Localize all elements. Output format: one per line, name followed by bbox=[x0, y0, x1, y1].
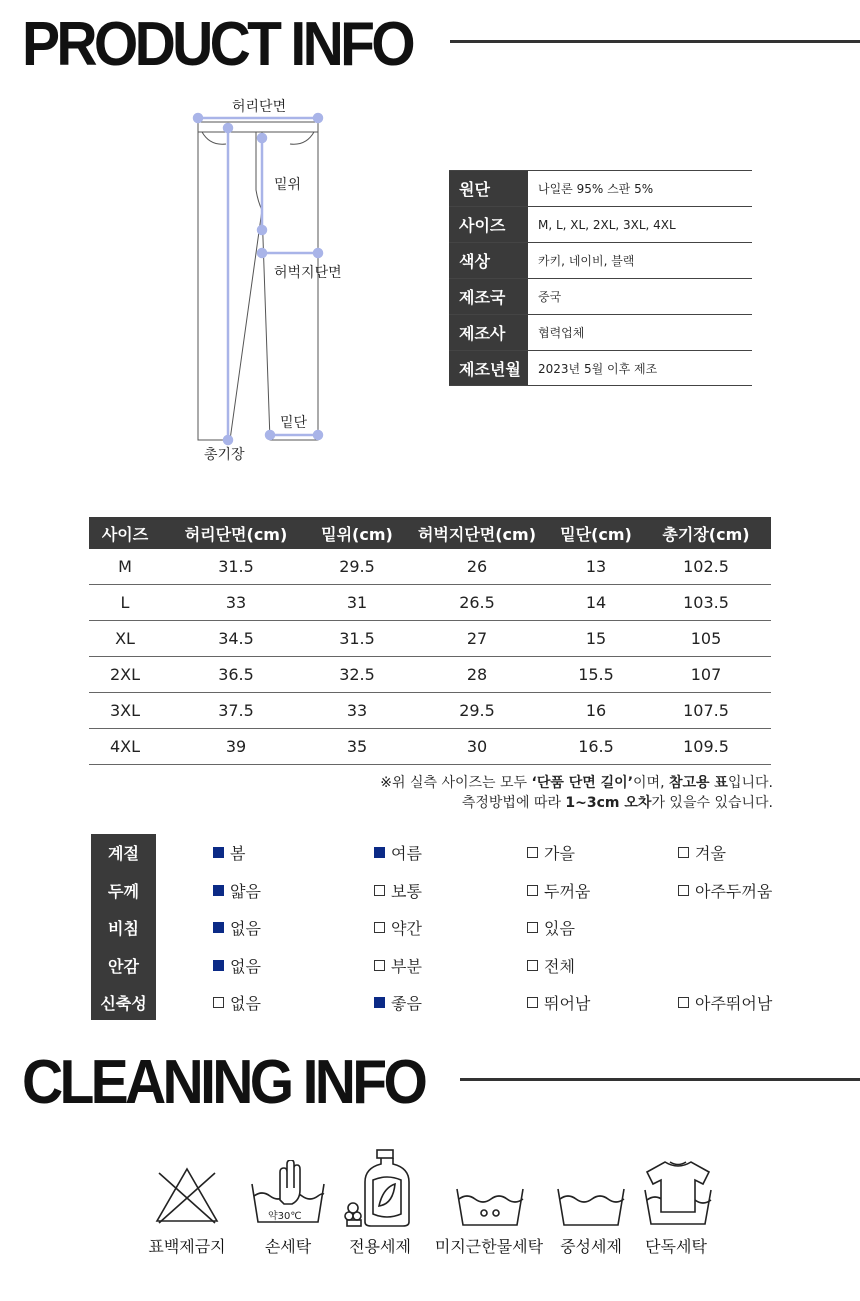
header-thigh: 허벅지단면(cm) bbox=[417, 524, 537, 544]
attribute-option-label: 봄 bbox=[230, 844, 246, 863]
table-cell: 14 bbox=[585, 593, 607, 612]
size-note-1: ※위 실측 사이즈는 모두 ‘단품 단면 길이’이며, 참고용 표입니다. bbox=[380, 775, 773, 791]
attribute-option-label: 가을 bbox=[544, 844, 575, 863]
attribute-option-label: 좋음 bbox=[391, 994, 422, 1013]
table-cell: 15 bbox=[585, 629, 607, 648]
product-info-divider bbox=[450, 40, 860, 43]
info-key: 색상 bbox=[449, 243, 528, 278]
attribute-option bbox=[527, 841, 575, 864]
table-cell: 28 bbox=[466, 665, 488, 684]
table-row bbox=[89, 621, 771, 657]
unchecked-box-icon bbox=[527, 847, 538, 858]
size-table bbox=[89, 517, 771, 765]
table-cell: 33 bbox=[346, 701, 368, 720]
no-bleach-icon bbox=[153, 1165, 221, 1229]
cleaning-info-divider bbox=[460, 1078, 860, 1081]
header-length: 총기장(cm) bbox=[662, 524, 750, 544]
thigh-label: 허벅지단면 bbox=[274, 265, 342, 281]
info-key: 제조국 bbox=[449, 279, 528, 314]
neutral-detergent-icon bbox=[556, 1185, 626, 1231]
table-cell: 4XL bbox=[109, 737, 141, 756]
table-cell: 29.5 bbox=[339, 557, 375, 576]
info-key: 제조사 bbox=[449, 315, 528, 350]
table-cell: L bbox=[120, 593, 130, 612]
info-key: 원단 bbox=[449, 171, 528, 206]
attribute-option bbox=[527, 954, 575, 977]
cleaning-info-title: CLEANING INFO bbox=[22, 1048, 425, 1117]
header-hem: 밑단(cm) bbox=[560, 524, 632, 544]
attribute-option bbox=[678, 841, 726, 864]
table-row bbox=[89, 585, 771, 621]
attribute-option bbox=[527, 991, 590, 1014]
unchecked-box-icon bbox=[527, 922, 538, 933]
table-cell: 31 bbox=[346, 593, 368, 612]
info-value: 협력업체 bbox=[538, 326, 585, 340]
table-cell: 15.5 bbox=[578, 665, 614, 684]
info-key: 사이즈 bbox=[449, 207, 528, 242]
product-info-title: PRODUCT INFO bbox=[22, 10, 412, 79]
checked-box-icon bbox=[213, 847, 224, 858]
attribute-option bbox=[374, 916, 422, 939]
size-table-header bbox=[89, 517, 771, 549]
table-row bbox=[89, 549, 771, 585]
table-cell: 102.5 bbox=[683, 557, 729, 576]
care-label: 단독세탁 bbox=[645, 1237, 707, 1256]
pants-diagram bbox=[180, 90, 360, 470]
attribute-option-label: 여름 bbox=[391, 844, 422, 863]
attribute-keys bbox=[91, 834, 156, 1020]
table-cell: 31.5 bbox=[339, 629, 375, 648]
attribute-option-label: 아주두꺼움 bbox=[695, 881, 773, 901]
table-cell: 13 bbox=[585, 557, 607, 576]
table-cell: 27 bbox=[466, 629, 488, 648]
unchecked-box-icon bbox=[527, 885, 538, 896]
attribute-option bbox=[213, 991, 261, 1014]
size-note-2: 측정방법에 따라 1~3cm 오차가 있을수 있습니다. bbox=[461, 795, 773, 811]
attribute-option bbox=[213, 841, 245, 864]
separate-wash-icon bbox=[643, 1160, 713, 1230]
unchecked-box-icon bbox=[527, 960, 538, 971]
table-cell: 39 bbox=[225, 737, 247, 756]
table-cell: 107 bbox=[690, 665, 722, 684]
care-label: 손세탁 bbox=[264, 1237, 312, 1256]
info-value: 카키, 네이비, 블랙 bbox=[538, 254, 635, 268]
table-cell: 32.5 bbox=[339, 665, 375, 684]
table-cell: 16.5 bbox=[578, 737, 614, 756]
attribute-option bbox=[374, 954, 422, 977]
header-rise: 밑위(cm) bbox=[321, 524, 393, 544]
attribute-option bbox=[213, 879, 261, 902]
table-cell: 26 bbox=[466, 557, 488, 576]
table-cell: 107.5 bbox=[683, 701, 729, 720]
attribute-option-label: 부분 bbox=[391, 956, 422, 976]
table-cell: 33 bbox=[225, 593, 247, 612]
attribute-option-label: 보통 bbox=[391, 881, 422, 901]
table-cell: 29.5 bbox=[459, 701, 495, 720]
attribute-key: 신축성 bbox=[100, 994, 147, 1014]
attribute-option bbox=[527, 879, 590, 902]
unchecked-box-icon bbox=[527, 997, 538, 1008]
waist-label: 허리단면 bbox=[232, 99, 287, 115]
attribute-option bbox=[527, 916, 575, 939]
attribute-option-label: 없음 bbox=[230, 919, 261, 938]
checked-box-icon bbox=[213, 885, 224, 896]
attribute-key: 비침 bbox=[108, 919, 139, 939]
unchecked-box-icon bbox=[678, 997, 689, 1008]
info-row-country bbox=[449, 278, 752, 314]
header-waist: 허리단면(cm) bbox=[184, 524, 288, 544]
table-cell: 2XL bbox=[109, 665, 141, 684]
attribute-option bbox=[374, 879, 422, 902]
checked-box-icon bbox=[374, 847, 385, 858]
table-cell: 3XL bbox=[109, 701, 141, 720]
attribute-option bbox=[678, 991, 772, 1014]
table-row bbox=[89, 729, 771, 765]
hand-wash-icon bbox=[250, 1160, 326, 1230]
care-label: 전용세제 bbox=[349, 1237, 411, 1256]
care-label: 미지근한물세탁 bbox=[434, 1237, 544, 1256]
table-cell: 105 bbox=[690, 629, 722, 648]
attribute-option-label: 아주뛰어남 bbox=[695, 994, 773, 1013]
table-cell: M bbox=[118, 557, 132, 576]
table-row bbox=[89, 693, 771, 729]
unchecked-box-icon bbox=[213, 997, 224, 1008]
info-row-color bbox=[449, 242, 752, 278]
table-cell: 109.5 bbox=[683, 737, 729, 756]
product-info-table bbox=[449, 170, 752, 386]
attribute-option bbox=[678, 879, 772, 902]
info-value: 2023년 5월 이후 제조 bbox=[538, 361, 658, 376]
care-label: 표백제금지 bbox=[148, 1237, 226, 1256]
attribute-key: 안감 bbox=[108, 956, 139, 976]
attribute-option bbox=[213, 916, 261, 939]
table-row bbox=[89, 657, 771, 693]
hand-wash-temp: 약30℃ bbox=[268, 1211, 302, 1222]
attribute-option-label: 없음 bbox=[230, 994, 261, 1013]
table-cell: XL bbox=[115, 629, 135, 648]
unchecked-box-icon bbox=[678, 885, 689, 896]
info-value: 중국 bbox=[538, 290, 562, 304]
detergent-bottle-icon bbox=[343, 1148, 415, 1232]
attribute-option bbox=[213, 954, 261, 977]
table-cell: 30 bbox=[466, 737, 488, 756]
attribute-key: 계절 bbox=[108, 844, 139, 864]
info-key: 제조년월 bbox=[449, 351, 528, 385]
checked-box-icon bbox=[213, 922, 224, 933]
unchecked-box-icon bbox=[374, 922, 385, 933]
info-row-fabric bbox=[449, 170, 752, 206]
attribute-option-label: 전체 bbox=[544, 956, 575, 976]
attribute-option-label: 겨울 bbox=[695, 844, 726, 863]
table-cell: 36.5 bbox=[218, 665, 254, 684]
attribute-option-label: 약간 bbox=[391, 919, 422, 938]
info-row-date bbox=[449, 350, 752, 386]
rise-label: 밑위 bbox=[274, 177, 302, 193]
attribute-option bbox=[374, 841, 422, 864]
attribute-option-label: 없음 bbox=[230, 956, 261, 976]
attribute-option-label: 두꺼움 bbox=[544, 881, 591, 901]
info-value: M, L, XL, 2XL, 3XL, 4XL bbox=[538, 217, 676, 232]
checked-box-icon bbox=[213, 960, 224, 971]
hem-label: 밑단 bbox=[280, 415, 308, 431]
attribute-option-label: 있음 bbox=[544, 919, 575, 938]
lukewarm-wash-icon bbox=[455, 1185, 525, 1231]
table-cell: 31.5 bbox=[218, 557, 254, 576]
table-cell: 103.5 bbox=[683, 593, 729, 612]
care-label: 중성세제 bbox=[560, 1237, 622, 1256]
checked-box-icon bbox=[374, 997, 385, 1008]
table-cell: 35 bbox=[346, 737, 368, 756]
attribute-option-label: 뛰어남 bbox=[544, 994, 591, 1013]
length-label: 총기장 bbox=[204, 447, 245, 463]
attribute-option-label: 얇음 bbox=[230, 881, 261, 901]
info-row-maker bbox=[449, 314, 752, 350]
table-cell: 16 bbox=[585, 701, 607, 720]
attribute-option bbox=[374, 991, 422, 1014]
info-row-size bbox=[449, 206, 752, 242]
info-value: 나일론 95% 스판 5% bbox=[538, 182, 654, 196]
table-cell: 37.5 bbox=[218, 701, 254, 720]
unchecked-box-icon bbox=[374, 885, 385, 896]
table-cell: 26.5 bbox=[459, 593, 495, 612]
header-size: 사이즈 bbox=[101, 524, 149, 544]
unchecked-box-icon bbox=[678, 847, 689, 858]
unchecked-box-icon bbox=[374, 960, 385, 971]
table-cell: 34.5 bbox=[218, 629, 254, 648]
attribute-key: 두께 bbox=[108, 881, 139, 901]
